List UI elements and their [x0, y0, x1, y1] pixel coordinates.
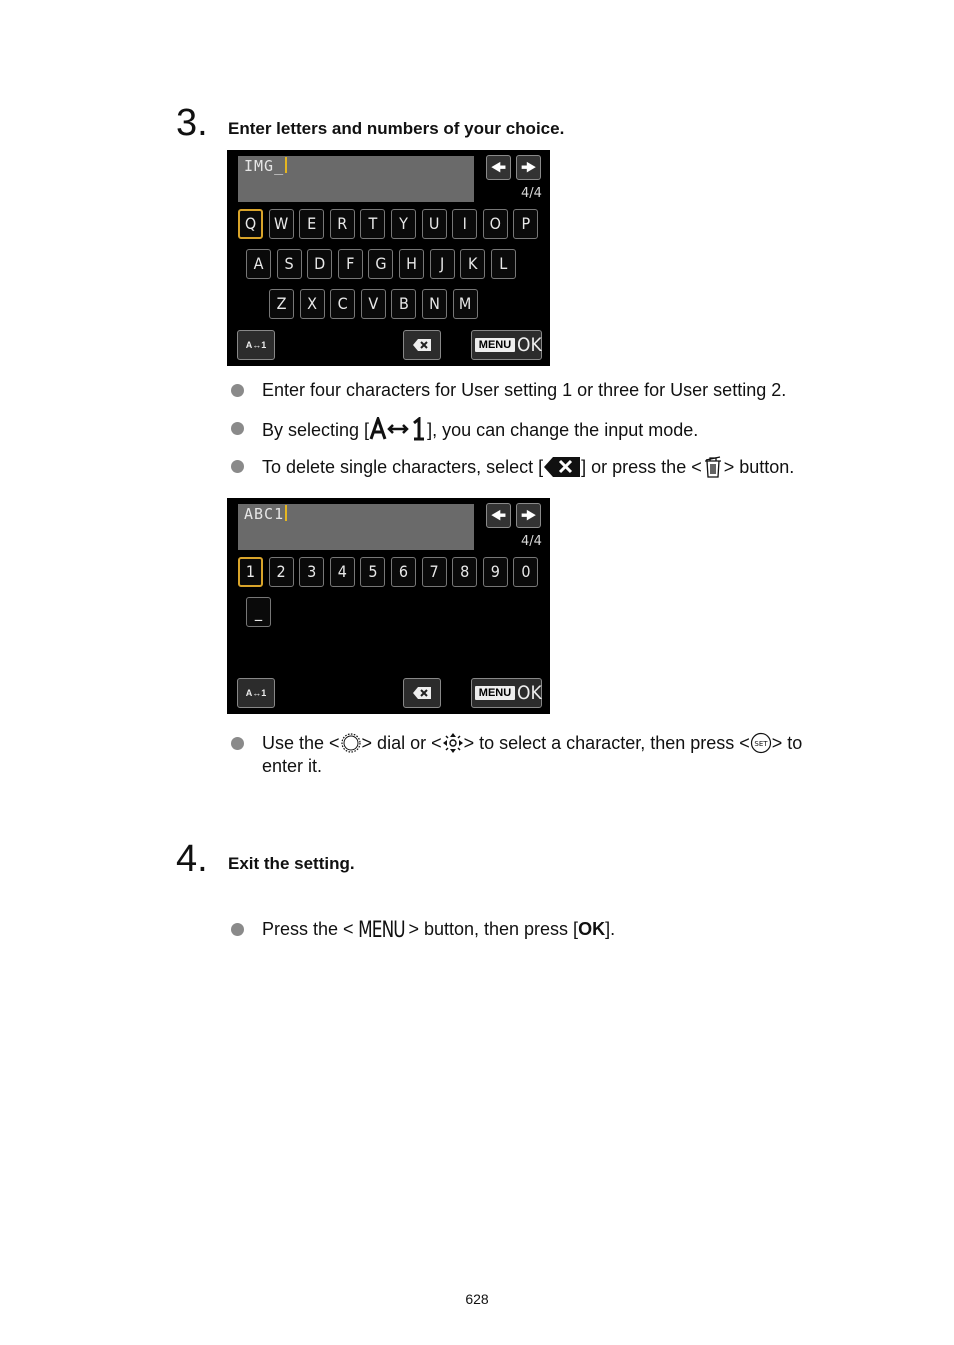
key-5[interactable]: 5: [360, 557, 385, 587]
menu-badge: MENU: [475, 686, 515, 700]
key-l[interactable]: L: [491, 249, 516, 279]
key-k[interactable]: K: [460, 249, 485, 279]
key-underscore[interactable]: _: [246, 597, 271, 627]
text-segment: > button.: [723, 457, 795, 477]
character-counter: 4/4: [521, 534, 542, 549]
delete-icon: [404, 679, 440, 707]
key-r[interactable]: R: [330, 209, 355, 239]
arrow-left-button[interactable]: 🠜: [486, 503, 511, 528]
key-3[interactable]: 3: [299, 557, 324, 587]
key-z[interactable]: Z: [269, 289, 294, 319]
menu-ok-button[interactable]: [471, 678, 542, 708]
key-p[interactable]: P: [513, 209, 538, 239]
key-x[interactable]: X: [300, 289, 325, 319]
svg-text:SET: SET: [754, 740, 768, 748]
arrow-right-button[interactable]: 🠞: [516, 155, 541, 180]
delete-icon: [543, 456, 581, 478]
key-j[interactable]: J: [430, 249, 455, 279]
key-w[interactable]: W: [269, 209, 294, 239]
key-f[interactable]: F: [338, 249, 363, 279]
input-mode-button[interactable]: A↔1: [237, 330, 275, 360]
key-i[interactable]: I: [452, 209, 477, 239]
key-7[interactable]: 7: [422, 557, 447, 587]
key-g[interactable]: G: [368, 249, 393, 279]
bullet: [231, 384, 244, 397]
field-text: ABC1: [244, 505, 285, 523]
key-8[interactable]: 8: [452, 557, 477, 587]
key-s[interactable]: S: [277, 249, 302, 279]
set-button-icon: [750, 732, 772, 754]
text-segment: To delete single characters, select [: [262, 457, 544, 477]
key-4[interactable]: 4: [330, 557, 355, 587]
key-b[interactable]: B: [391, 289, 416, 319]
bullet-text-dial: [262, 732, 802, 755]
text-segment: ].: [605, 919, 616, 939]
delete-button[interactable]: [403, 678, 441, 708]
bullet-text-dial-line2: enter it.: [262, 756, 323, 776]
field-text: IMG_: [244, 157, 285, 175]
text-segment: > dial or <: [361, 733, 442, 753]
page-number: 628: [465, 1291, 489, 1307]
bullet-text-input-mode: [262, 417, 698, 442]
keyboard-screen-numbers: [227, 498, 550, 714]
text-input-field[interactable]: [238, 156, 474, 202]
arrow-right-button[interactable]: 🠞: [516, 503, 541, 528]
text-segment: > button, then press [: [408, 919, 579, 939]
menu-badge: MENU: [475, 338, 515, 352]
bullet-text-delete: [262, 455, 794, 479]
text-segment: Press the <: [262, 919, 354, 939]
ok-label: OK: [578, 919, 606, 939]
text-segment: > to: [771, 733, 803, 753]
key-y[interactable]: Y: [391, 209, 416, 239]
text-segment: ] or press the <: [581, 457, 702, 477]
bullet: [231, 422, 244, 435]
step-3-title: Enter letters and numbers of your choice.: [228, 119, 565, 138]
text-segment: By selecting [: [262, 420, 370, 440]
quick-control-dial-icon: [340, 732, 362, 754]
bullet-text-user-setting: Enter four characters for User setting 1 or three for User setting 2.: [262, 380, 787, 400]
multi-controller-icon: [442, 732, 464, 754]
bullet: [231, 923, 244, 936]
step-3-number: 3.: [176, 102, 208, 144]
input-mode-icon: [369, 417, 427, 441]
step-4-title: Exit the setting.: [228, 854, 355, 873]
key-6[interactable]: 6: [391, 557, 416, 587]
ok-label: OK: [517, 334, 542, 356]
key-h[interactable]: H: [399, 249, 424, 279]
text-cursor: [285, 157, 287, 173]
text-cursor: [285, 505, 287, 521]
key-0[interactable]: 0: [513, 557, 538, 587]
key-v[interactable]: V: [361, 289, 386, 319]
key-m[interactable]: M: [453, 289, 478, 319]
bullet-text-menu: [262, 918, 615, 942]
menu-button-glyph: MENU: [357, 918, 405, 943]
key-o[interactable]: O: [483, 209, 508, 239]
menu-ok-button[interactable]: [471, 330, 542, 360]
bullet: [231, 460, 244, 473]
text-segment: > to select a character, then press <: [463, 733, 750, 753]
ok-label: OK: [517, 682, 542, 704]
key-1[interactable]: 1: [238, 557, 263, 587]
key-2[interactable]: 2: [269, 557, 294, 587]
key-q[interactable]: Q: [238, 209, 263, 239]
key-n[interactable]: N: [422, 289, 447, 319]
arrow-left-button[interactable]: 🠜: [486, 155, 511, 180]
key-9[interactable]: 9: [483, 557, 508, 587]
key-t[interactable]: T: [360, 209, 385, 239]
delete-button[interactable]: [403, 330, 441, 360]
key-c[interactable]: C: [330, 289, 355, 319]
delete-icon: [404, 331, 440, 359]
key-a[interactable]: A: [246, 249, 271, 279]
character-counter: 4/4: [521, 186, 542, 201]
keyboard-screen-letters: [227, 150, 550, 366]
text-segment: Use the <: [262, 733, 340, 753]
bullet: [231, 737, 244, 750]
trash-icon: [702, 455, 724, 479]
input-mode-button[interactable]: A↔1: [237, 678, 275, 708]
text-segment: ], you can change the input mode.: [427, 420, 699, 440]
key-u[interactable]: U: [422, 209, 447, 239]
key-d[interactable]: D: [307, 249, 332, 279]
key-e[interactable]: E: [299, 209, 324, 239]
text-input-field[interactable]: [238, 504, 474, 550]
step-4-number: 4.: [176, 838, 208, 880]
